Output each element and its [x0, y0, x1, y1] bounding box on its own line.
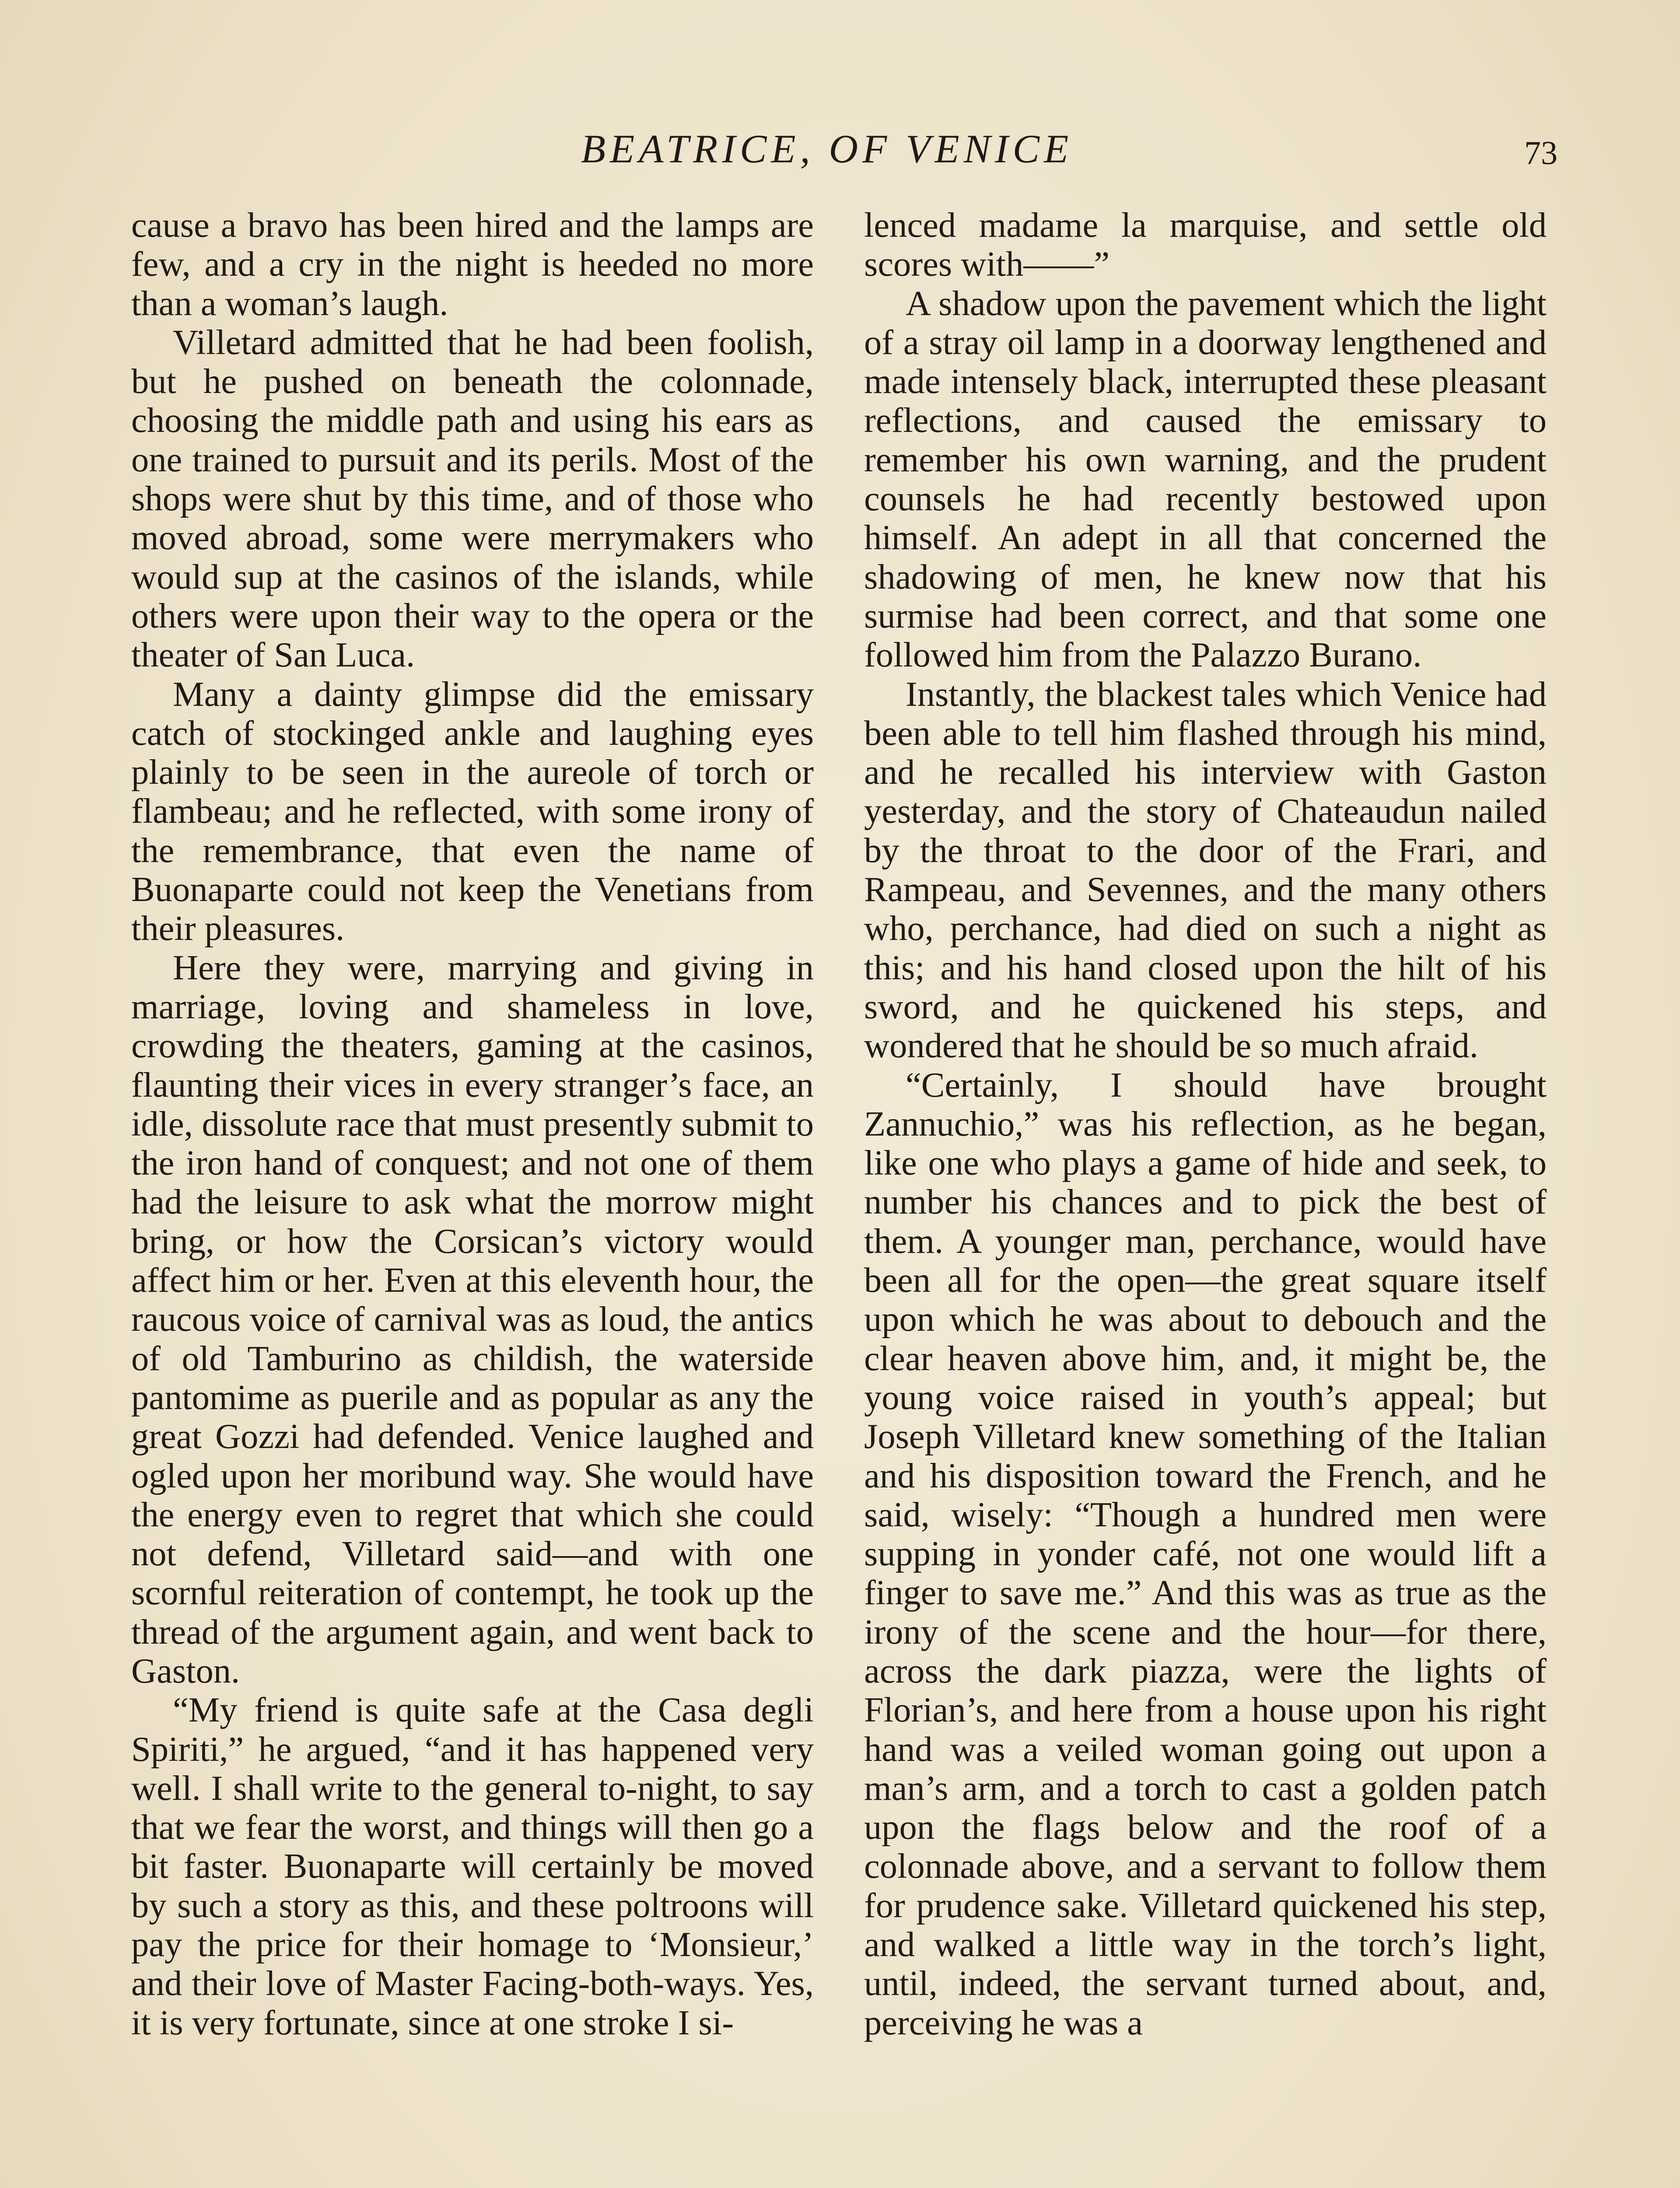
- paragraph: Instantly, the blackest tales which Venice had been able to tell him flashed through his mind, and he recalled his interview with Gaston yesterday, and the story of Chateaudun nailed by the throat to the door of the Frari, and Rampeau, and Sevennes, and the many others who, perchance, had died on such a night as this; and his hand closed upon the hilt of his sword, and he quickened his steps, and wondered that he should be so much afraid.: [864, 674, 1547, 1066]
- left-column: [131, 206, 814, 2042]
- page-header: [0, 118, 1680, 179]
- paragraph: Villetard admitted that he had been foolish, but he pushed on beneath the colonnade, choosing the middle path and using his ears as one trained to pursuit and its perils. Most of the shops were shut by this time, and of those who moved abroad, some were merrymakers who would sup at the casinos of the islands, while others were upon their way to the opera or the theater of San Luca.: [131, 323, 814, 675]
- paragraph: lenced madame la marquise, and settle old scores with——”: [864, 206, 1547, 284]
- paragraph: cause a bravo has been hired and the lamps are few, and a cry in the night is heeded no more than a woman’s laugh.: [131, 206, 814, 323]
- paragraph: Many a dainty glimpse did the emissary catch of stockinged ankle and laughing eyes plainly to be seen in the aureole of torch or flambeau; and he reflected, with some irony of the remembrance, that even the name of Buonaparte could not keep the Venetians from their pleasures.: [131, 674, 814, 948]
- running-title: BEATRICE, OF VENICE: [581, 126, 1073, 171]
- right-column: [864, 206, 1547, 2042]
- paragraph: A shadow upon the pavement which the light of a stray oil lamp in a doorway lengthened and made intensely black, interrupted these pleasant reflections, and caused the emissary to remember his own warning, and the prudent counsels he had recently bestowed upon himself. An adept in all that concerned the shadowing of men, he knew now that his surmise had been correct, and that some one followed him from the Palazzo Burano.: [864, 284, 1547, 675]
- paragraph: “Certainly, I should have brought Zannuchio,” was his reflection, as he began, like one who plays a game of hide and seek, to number his chances and to pick the best of them. A younger man, perchance, would have been all for the open—the great square itself upon which he was about to debouch and the clear heaven above him, and, it might be, the young voice raised in youth’s appeal; but Joseph Villetard knew something of the Italian and his disposition toward the French, and he said, wisely: “Though a hundred men were supping in yonder café, not one would lift a finger to save me.” And this was as true as the irony of the scene and the hour—for there, across the dark piazza, were the lights of Florian’s, and here from a house upon his right hand was a veiled woman going out upon a man’s arm, and a torch to cast a golden patch upon the flags below and the roof of a colonnade above, and a servant to follow them for prudence sake. Villetard quickened his step, and walked a little way in the torch’s light, until, indeed, the servant turned about, and, perceiving he was a: [864, 1065, 1547, 2042]
- paragraph: Here they were, marrying and giving in marriage, loving and shameless in love, crowding the theaters, gaming at the casinos, flaunting their vices in every stranger’s face, an idle, dissolute race that must presently submit to the iron hand of conquest; and not one of them had the leisure to ask what the morrow might bring, or how the Corsican’s victory would affect him or her. Even at this eleventh hour, the raucous voice of carnival was as loud, the antics of old Tamburino as childish, the waterside pantomime as puerile and as popular as any the great Gozzi had defended. Venice laughed and ogled upon her moribund way. She would have the energy even to regret that which she could not defend, Villetard said—and with one scornful reiteration of contempt, he took up the thread of the argument again, and went back to Gaston.: [131, 948, 814, 1690]
- paragraph: “My friend is quite safe at the Casa degli Spiriti,” he argued, “and it has happened very well. I shall write to the general to-night, to say that we fear the worst, and things will then go a bit faster. Buonaparte will certainly be moved by such a story as this, and these poltroons will pay the price for their homage to ‘Monsieur,’ and their love of Master Facing-both-ways. Yes, it is very fortunate, since at one stroke I si-: [131, 1690, 814, 2042]
- page-number: 73: [1524, 135, 1558, 172]
